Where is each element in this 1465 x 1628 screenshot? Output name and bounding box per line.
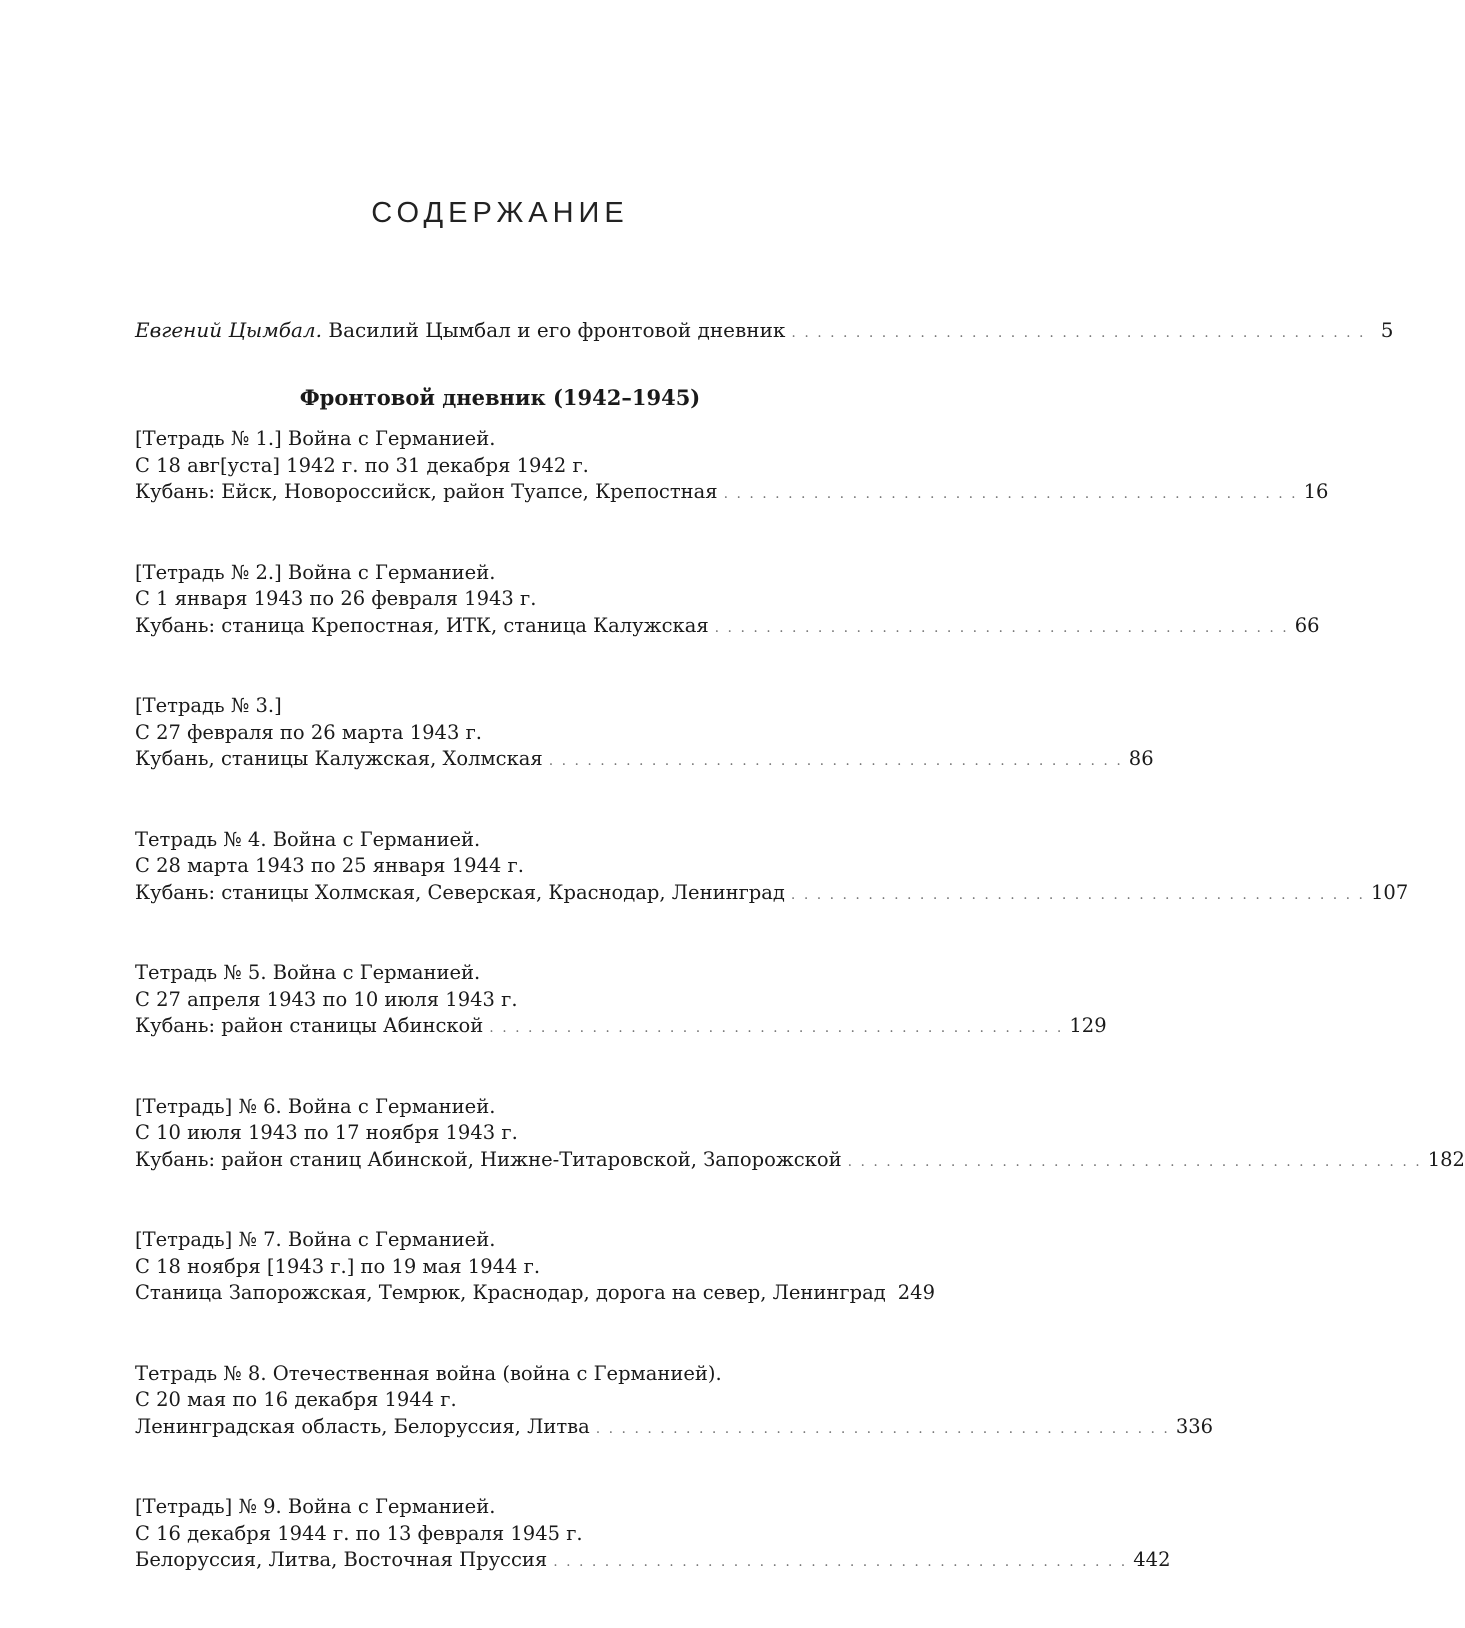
entry-dates: С 18 авг[уста] 1942 г. по 31 декабря 1942 г. <box>135 453 589 477</box>
dot-leader: . . . . . . . . . . . . . . . . . . . . . . . . . . . . . . . . . . . . . . . . . . . . . <box>489 1020 1064 1036</box>
entry-page-number: 16 <box>1303 480 1329 503</box>
entry-dates: С 18 ноября [1943 г.] по 19 мая 1944 г. <box>135 1254 541 1278</box>
entry-page-number: 86 <box>1128 747 1154 770</box>
entry-places: Кубань: Ейск, Новороссийск, район Туапсе, Крепостная <box>135 480 718 503</box>
entry-notebook: [Тетрадь] № 9. Война с Германией. <box>135 1495 496 1518</box>
dot-leader: . . . . . . . . . . . . . . . . . . . . . . . . . . . . . . . . . . . . . . . . . . . . . <box>790 886 1365 903</box>
dot-leader: . . . . . . . . . . . . . . . . . . . . . . . . . . . . . . . . . . . . . . . . . . . . . <box>791 325 1366 341</box>
entry-places: Кубань: район станиц Абинской, Нижне-Титаровской, Запорожской <box>135 1147 842 1171</box>
toc-entry-7[interactable] <box>135 1227 935 1309</box>
entry-notebook: Тетрадь № 5. Война с Германией. <box>135 961 481 984</box>
entry-page-number: 66 <box>1294 613 1320 637</box>
dot-leader: . . . . . . . . . . . . . . . . . . . . . . . . . . . . . . . . . . . . . . . . . . . . . <box>847 1153 1422 1170</box>
dot-leader: . . . . . . . . . . . . . . . . . . . . . . . . . . . . . . . . . . . . . . . . . . . . . <box>714 619 1289 636</box>
entry-page-number: 129 <box>1069 1014 1107 1037</box>
toc-entry-3[interactable] <box>135 693 1154 775</box>
entry-notebook: [Тетрадь] № 7. Война с Германией. <box>135 1228 496 1251</box>
intro-title: Василий Цымбал и его фронтовой дневник <box>328 318 786 342</box>
section-heading: Фронтовой дневник (1942–1945) <box>299 385 701 410</box>
entry-page-number: 442 <box>1133 1548 1171 1571</box>
toc-entry-9[interactable] <box>135 1494 1171 1576</box>
toc-entry-8[interactable] <box>135 1361 1214 1443</box>
dot-leader: . . . . . . . . . . . . . . . . . . . . . . . . . . . . . . . . . . . . . . . . . . . . . <box>553 1554 1128 1570</box>
entry-places: Станица Запорожская, Темрюк, Краснодар, дорога на север, Ленинград <box>135 1281 886 1304</box>
entry-dates: С 27 апреля 1943 по 10 июля 1943 г. <box>135 987 518 1011</box>
entry-dates: С 27 февраля по 26 марта 1943 г. <box>135 720 482 744</box>
toc-entry-6[interactable] <box>135 1094 1465 1176</box>
entry-page-number: 107 <box>1371 880 1409 904</box>
entry-dates: С 10 июля 1943 по 17 ноября 1943 г. <box>135 1121 518 1144</box>
toc-entry-4[interactable] <box>135 827 1409 909</box>
entry-page-number: 336 <box>1175 1414 1214 1438</box>
intro-page-number: 5 <box>1380 318 1394 342</box>
entry-places: Кубань, станицы Калужская, Холмская <box>135 747 543 770</box>
toc-entry-1[interactable] <box>135 426 1329 508</box>
toc-entry-5[interactable] <box>135 960 1107 1042</box>
dot-leader: . . . . . . . . . . . . . . . . . . . . . . . . . . . . . . . . . . . . . . . . . . . . . <box>595 1420 1170 1437</box>
toc-intro-entry[interactable] <box>135 318 1394 342</box>
entry-notebook: [Тетрадь] № 6. Война с Германией. <box>135 1094 496 1118</box>
entry-places: Ленинградская область, Белоруссия, Литва <box>135 1414 590 1438</box>
entry-places: Кубань: район станицы Абинской <box>135 1014 484 1037</box>
entry-places: Кубань: станицы Холмская, Северская, Краснодар, Ленинград <box>135 880 785 904</box>
entry-dates: С 20 мая по 16 декабря 1944 г. <box>135 1388 457 1411</box>
toc-entry-2[interactable] <box>135 560 1320 642</box>
entry-dates: С 16 декабря 1944 г. по 13 февраля 1945 г. <box>135 1521 583 1545</box>
entry-dates: С 1 января 1943 по 26 февраля 1943 г. <box>135 587 537 610</box>
entry-dates: С 28 марта 1943 по 25 января 1944 г. <box>135 854 524 877</box>
dot-leader: . . . . . . . . . . . . . . . . . . . . . . . . . . . . . . . . . . . . . . . . . . . . . <box>548 753 1123 769</box>
entry-page-number: 249 <box>897 1281 935 1304</box>
entry-page-number: 182 <box>1427 1147 1465 1171</box>
entry-places: Белоруссия, Литва, Восточная Пруссия <box>135 1548 548 1571</box>
intro-author: Евгений Цымбал. <box>135 318 323 342</box>
toc-entries <box>135 426 1465 1628</box>
entry-notebook: Тетрадь № 8. Отечественная война (война с Германией). <box>135 1361 722 1385</box>
entry-places: Кубань: станица Крепостная, ИТК, станица Калужская <box>135 613 709 637</box>
entry-notebook: [Тетрадь № 3.] <box>135 694 282 717</box>
entry-notebook: Тетрадь № 4. Война с Германией. <box>135 827 481 851</box>
dot-leader: . . . . . . . . . . . . . . . . . . . . . . . . . . . . . . . . . . . . . . . . . . . . . <box>723 486 1298 502</box>
entry-notebook: [Тетрадь № 2.] Война с Германией. <box>135 560 496 584</box>
entry-notebook: [Тетрадь № 1.] Война с Германией. <box>135 427 496 450</box>
page-title: СОДЕРЖАНИЕ <box>371 197 629 230</box>
